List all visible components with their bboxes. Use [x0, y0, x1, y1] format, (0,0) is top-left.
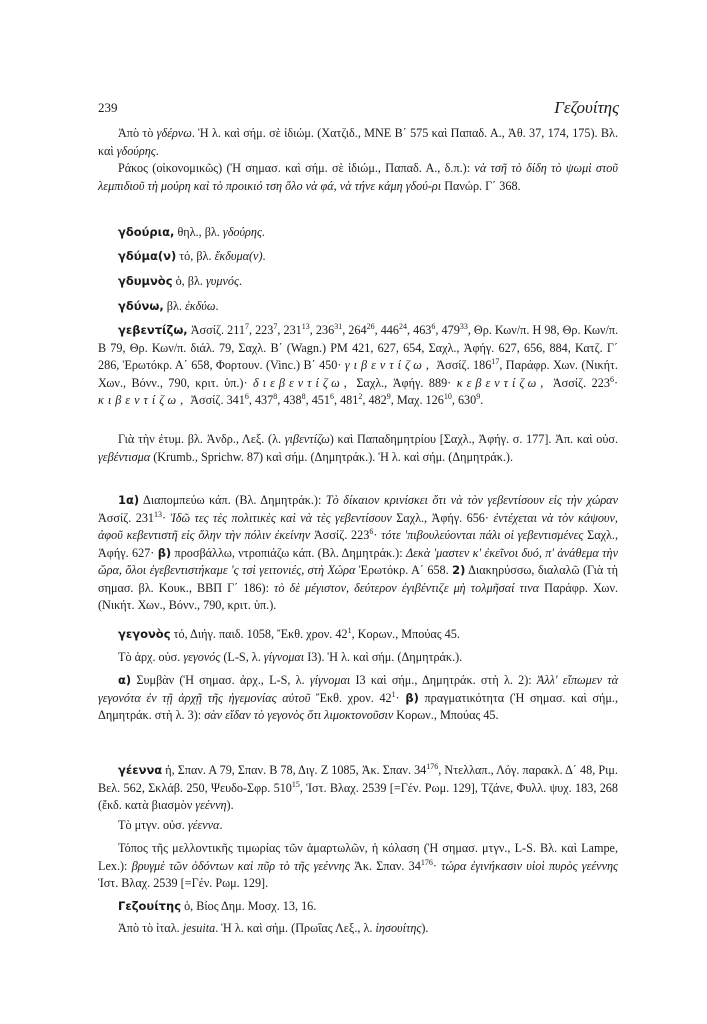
- text: ).: [421, 921, 429, 935]
- spaced-variant: κεβεντίζω,: [456, 375, 548, 390]
- italic-text: Δεκὰ 'μαστεν κ' ἐκεῖνοι δυό, π' ἀνάθεμα τὴν ὥρα, ὅλοι ἐγεβεντιστήκαμε 'ς τσὶ γειτονιές, στὴ Χώρα: [98, 545, 619, 577]
- italic-text: γίγνομαι: [309, 673, 351, 687]
- text: τό, βλ.: [176, 249, 215, 263]
- superscript: 1: [391, 689, 396, 699]
- headword: γδύμα(ν): [118, 249, 177, 263]
- paragraph-etymology-geventizo: [98, 431, 618, 466]
- headword: γεγονὸς: [118, 627, 171, 641]
- text: , 482: [362, 393, 387, 407]
- superscript: 24: [399, 322, 407, 331]
- superscript: 10: [443, 392, 452, 401]
- text: Ἀσσίζ. 186: [432, 358, 492, 372]
- text: ·: [432, 858, 442, 873]
- italic-text: τότε 'πιβουλεύονται πάλι οἱ γεβεντισμένες: [381, 528, 584, 542]
- text: Ἀσσίζ. 223: [310, 528, 370, 542]
- text: βλ.: [163, 299, 185, 313]
- text: Συμβὰν (Ἡ σημασ. ἀρχ., L-S, λ.: [131, 673, 310, 687]
- headword: α): [118, 673, 132, 687]
- running-head: Γεζουίτης: [554, 98, 619, 117]
- text: Διαπομπεύω κάπ. (Βλ. Δημητράκ.):: [139, 493, 326, 507]
- text: Σαχλ., Ἀφήγ. 889·: [350, 375, 457, 390]
- text: Ράκος (οἰκονομικῶς) (Ἡ σημασ. καὶ σήμ. σὲ ἰδιώμ., Παπαδ. Α., δ.π.):: [118, 161, 475, 175]
- text: Τόπος τῆς μελλοντικῆς τιμωρίας τῶν ἁμαρτωλῶν, ἡ κόλαση (Ἡ σημασ. μτγν., L-S. Βλ. καὶ Lampe, Lex.):: [98, 841, 618, 873]
- headword: γδυμνὸς: [118, 274, 173, 288]
- text: , 438: [277, 393, 302, 407]
- entry-gdymnos: [98, 273, 618, 291]
- text: ὁ, βλ.: [172, 274, 206, 288]
- superscript: 8: [301, 392, 306, 401]
- text: Ἐρωτόκρ. Α΄ 658.: [355, 563, 453, 577]
- superscript: 176: [420, 857, 433, 867]
- text: .: [238, 274, 242, 288]
- text: Πανώρ. Γ΄ 368.: [441, 178, 521, 193]
- italic-text: γίγνομαι: [263, 650, 305, 664]
- spaced-variant: διεβεντίζω,: [253, 375, 351, 390]
- headword: β): [157, 545, 172, 560]
- text: Ἀκ. Σπαν. 34: [349, 858, 421, 873]
- entry-gegonos: [98, 626, 618, 644]
- text: Ἱστ. Βλαχ. 2539 [=Γέν. Ρωμ. 129].: [98, 876, 269, 890]
- text: ·: [162, 510, 171, 525]
- headword: γδούρια,: [118, 225, 175, 239]
- superscript: 13: [154, 509, 163, 519]
- text: , 223: [248, 323, 274, 337]
- italic-text: Τὸ δίκαιον κρινίσκει ὅτι νὰ τὸν γεβεντίσουν εἰς τὴν χώραν: [325, 493, 618, 507]
- superscript: 8: [273, 392, 278, 401]
- italic-text: Ἀλλ' εἴπωμεν τὰ γεγονότα ἐν τῇ ἀρχῇ τῆς ἡγεμονίας αὐτοῦ: [98, 673, 618, 705]
- superscript: 6: [431, 322, 436, 331]
- text: πραγματικότητα (Ἡ σημασ. καὶ σήμ., Δημητράκ. στὴ λ. 3):: [98, 690, 619, 722]
- superscript: 176: [426, 762, 439, 771]
- headword: 1α): [118, 493, 140, 507]
- italic-text: γυμνός: [205, 274, 239, 288]
- text: Κορων., Μπούας 45.: [393, 708, 499, 722]
- text: Ἀσσίζ. 231: [98, 510, 155, 525]
- italic-text: ἐντέχεται νὰ τὸν κάψουν, ἀφοῦ κεβεντιστῆ εἰς ὅλην τὴν πόλιν ἐκείνην: [98, 510, 618, 542]
- italic-text: γδούρης: [116, 143, 156, 158]
- text: Σαχλ., Ἀφήγ. 627·: [98, 528, 618, 560]
- italic-text: νὰ τσῆ τὸ δίδη τὸ ψωμὶ στοῦ λεμπιδιοῦ τὴ μούρη καὶ τὸ προικιό τση ὅλο νὰ φά, νὰ τήνε κάμη γδού-ρι: [98, 161, 618, 193]
- paragraph-etymology-geenna: [98, 817, 618, 835]
- text: .: [219, 818, 223, 832]
- text: ) καὶ Παπαδημητρίου [Σαχλ., Ἀφήγ. σ. 177]. Ἀπ. καὶ οὐσ.: [329, 432, 618, 446]
- superscript: 6: [609, 374, 614, 384]
- text: Ι3 καὶ σήμ., Δημητράκ. στὴ λ. 2):: [350, 673, 537, 687]
- text: , Ντελλαπ., Λόγ. παρακλ. Δ΄ 48, Ριμ. Βελ. 562, Σκλάβ. 250, Ψευδο-Σφρ. 510: [98, 763, 618, 795]
- paragraph-etymology-gegonos: [98, 649, 618, 667]
- page-number: 239: [98, 100, 118, 115]
- spaced-variant: γιβεντίζω,: [344, 358, 433, 372]
- text: , Μαχ. 126: [390, 393, 444, 407]
- headword: γεβεντίζω,: [118, 323, 188, 337]
- superscript: 6: [329, 392, 334, 401]
- superscript: 13: [301, 322, 310, 331]
- entry-gdouria: [98, 224, 618, 242]
- text: Ἔκθ. χρον. 42: [310, 690, 392, 705]
- italic-text: ἐκδύω: [184, 299, 216, 313]
- text: Ἀπὸ τὸ: [118, 126, 157, 140]
- superscript: 33: [459, 322, 468, 331]
- superscript: 31: [334, 322, 343, 331]
- text: .: [480, 393, 484, 407]
- text: .: [261, 225, 265, 239]
- text: Διακηρύσσω, διαλαλῶ (Γιὰ τὴ σημασ. βλ. Κουκ., ΒΒΠ Γ΄ 186):: [98, 563, 618, 595]
- italic-text: γδέρνω: [156, 126, 192, 140]
- italic-text: Ἰδῶ τες τὲς πολιτικὲς καὶ νὰ τὲς γεβεντίσουν: [170, 510, 392, 525]
- text: . Ἡ λ. καὶ σήμ. σὲ ἰδιώμ. (Χατζιδ., ΜΝΕ Β΄ 575 καὶ Παπαδ. Α., Ἀθ. 37, 174, 175). Βλ. καὶ: [98, 126, 618, 158]
- superscript: 9: [386, 392, 391, 401]
- italic-text: γεγονός: [183, 650, 221, 664]
- text: , 231: [277, 323, 302, 337]
- italic-text: γέεννα: [187, 818, 220, 832]
- superscript: 7: [273, 322, 278, 331]
- italic-text: τὸ δὲ μέγιστον, δεύτερον ἐγιβέντιζε μὴ τολμῆσαί τινα: [274, 580, 540, 595]
- text: Ι3). Ἡ λ. καὶ σήμ. (Δημητράκ.).: [304, 650, 463, 664]
- text: ·: [395, 690, 406, 705]
- spaced-variant: κιβεντίζω,: [98, 393, 188, 407]
- superscript: 15: [291, 779, 300, 789]
- headword: 2): [452, 563, 466, 577]
- italic-text: γεβέντισμα: [98, 449, 151, 464]
- text: , 437: [248, 393, 274, 407]
- paragraph-etymology-gezouitis: [98, 920, 618, 938]
- headword: Γεζουίτης: [118, 899, 182, 913]
- text: Γιὰ τὴν ἐτυμ. βλ. Ἀνδρ., Λεξ. (λ.: [118, 432, 285, 446]
- text: Ἀσσίζ. 341: [187, 393, 245, 407]
- text: , 630: [451, 393, 477, 407]
- text: .: [155, 143, 159, 158]
- paragraph-meaning-geenna: [98, 840, 618, 893]
- text: Ἀσσίζ. 223: [547, 375, 610, 390]
- italic-text: γιβεντίζω: [284, 432, 330, 446]
- headword: β): [405, 690, 419, 705]
- text: , Παράφρ. Χων. (Νικήτ. Χων., Βόνν., 790, κριτ. ὑπ.)·: [98, 358, 618, 390]
- italic-text: σὰν εἴδαν τὸ γεγονὸς ὅτι λιμοκτονοῦσιν: [204, 708, 394, 722]
- text: .: [262, 249, 266, 263]
- headword: γέεννα: [118, 763, 163, 777]
- text: .: [215, 299, 219, 313]
- text: θηλ., βλ.: [174, 225, 223, 239]
- entry-geventizo: [98, 322, 618, 410]
- text: , 236: [309, 323, 335, 337]
- italic-text: ἰησουίτης: [375, 921, 422, 935]
- text: Ἀπὸ τὸ ἰταλ.: [118, 921, 183, 935]
- text: (Krumb., Sprichw. 87) καὶ σήμ. (Δημητράκ.). Ἡ λ. καὶ σήμ. (Δημητράκ.).: [150, 449, 514, 464]
- text: Ἀσσίζ. 211: [187, 323, 245, 337]
- entry-gezouitis: [98, 898, 618, 916]
- text: . Ἡ λ. καὶ σήμ. (Πρωΐας Λεξ., λ.: [215, 921, 376, 935]
- text: , Θρ. Κων/π. Η 98, Θρ. Κων/π. Β 79, Θρ. Κων/π. διάλ. 79, Σαχλ. Β΄ (Wagn.) PM 421, 627, 654, Σαχλ., Ἀφήγ. 627, 656, 884, Κατζ. Γ΄ 286, Ἐρωτόκρ. Α΄ 658, Φορτουν. (Vinc.) Β΄ 450·: [98, 323, 619, 372]
- text: ).: [226, 798, 234, 812]
- superscript: 7: [244, 322, 249, 331]
- italic-text: βρυγμὲ τῶν ὀδόντων καὶ πῦρ τὸ τῆς γεέννης: [131, 858, 350, 873]
- italic-text: jesuita: [182, 921, 216, 935]
- text: Παράφρ. Χων. (Νικήτ. Χων., Βόνν., 790, κριτ. ὑπ.).: [98, 580, 619, 612]
- superscript: 6: [244, 392, 249, 401]
- superscript: 2: [358, 392, 363, 401]
- text: ·: [373, 528, 382, 542]
- text: , 446: [374, 323, 399, 337]
- text: προσβάλλω, ντροπιάζω κάπ. (Βλ. Δημητράκ.):: [171, 545, 406, 560]
- text: Τὸ μτγν. οὐσ.: [118, 818, 188, 832]
- entry-gdyno: [98, 298, 618, 316]
- text: τό, Διήγ. παιδ. 1058, Ἔκθ. χρον. 42: [170, 627, 348, 641]
- text: Τὸ ἀρχ. οὐσ.: [118, 650, 184, 664]
- entry-geenna: [98, 762, 618, 815]
- superscript: 6: [369, 527, 374, 536]
- text: , 264: [342, 323, 367, 337]
- italic-text: τώρα ἐγινήκασιν υἱοὶ πυρὸς γεέννης: [441, 858, 618, 873]
- text: , 479: [435, 323, 460, 337]
- superscript: 26: [366, 322, 375, 331]
- paragraph-meaning-gegonos: [98, 672, 618, 725]
- superscript: 17: [491, 357, 500, 366]
- superscript: 9: [476, 392, 481, 401]
- text: Σαχλ., Ἀφήγ. 656·: [391, 510, 494, 525]
- paragraph-meaning-gdouris: [98, 160, 618, 195]
- text: , Ἱστ. Βλαχ. 2539 [=Γέν. Ρωμ. 129], Τζάνε, Φυλλ. ψυχ. 183, 268 (ἔκδ. κατὰ βιασμὸν: [98, 780, 618, 812]
- entry-gdyma: [98, 248, 618, 266]
- text: , 463: [407, 323, 432, 337]
- italic-text: γδούρης: [222, 225, 262, 239]
- italic-text: ἔκδυμα(ν): [214, 249, 263, 263]
- text: , 451: [305, 393, 330, 407]
- text: ἡ, Σπαν. Α 79, Σπαν. Β 78, Διγ. Ζ 1085, Ἀκ. Σπαν. 34: [162, 763, 427, 777]
- text: , 481: [333, 393, 359, 407]
- paragraph-meaning-geventizo: [98, 492, 618, 615]
- text: , Κορων., Μπούας 45.: [351, 627, 460, 641]
- paragraph-etymology-gdouris: [98, 125, 618, 160]
- superscript: 1: [347, 626, 352, 635]
- headword: γδύνω,: [118, 299, 164, 313]
- text: ὁ, Βίος Δημ. Μοσχ. 13, 16.: [181, 899, 317, 913]
- text: (L-S, λ.: [220, 650, 264, 664]
- text: ·: [613, 375, 619, 390]
- italic-text: γεέννη: [195, 798, 227, 812]
